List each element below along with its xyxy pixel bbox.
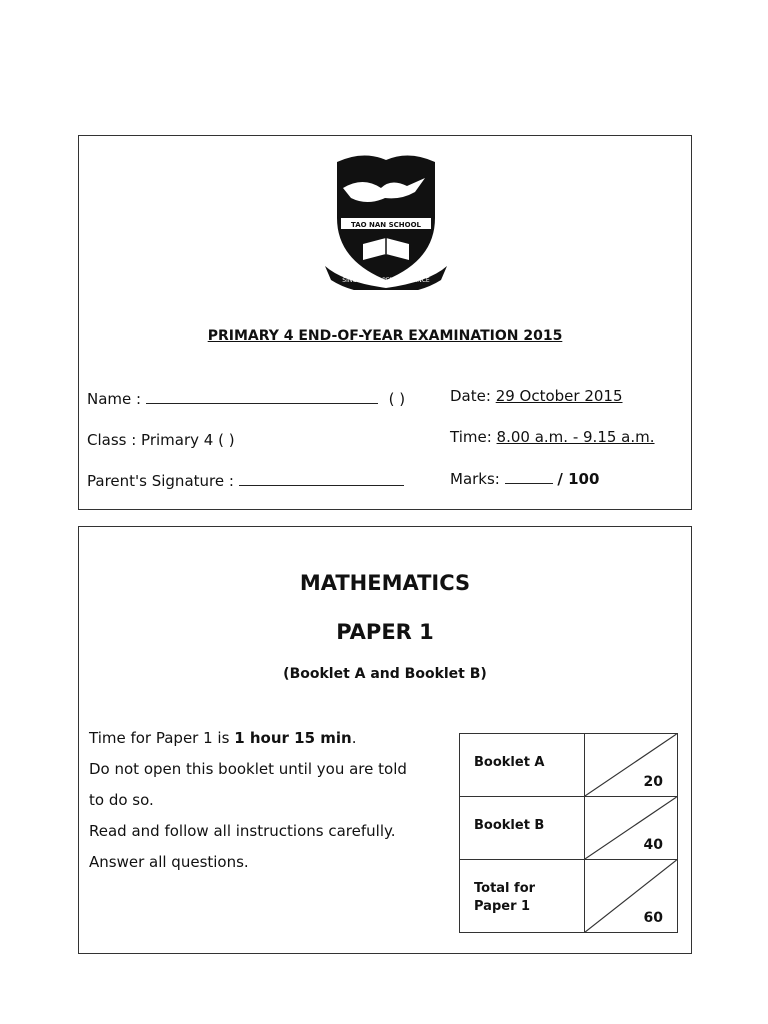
table-row xyxy=(460,734,678,797)
name-blank[interactable] xyxy=(146,402,378,404)
exam-title: PRIMARY 4 END-OF-YEAR EXAMINATION 2015 xyxy=(207,328,563,344)
crest-school-name: TAO NAN SCHOOL xyxy=(350,221,422,229)
total-label-cell xyxy=(460,859,585,932)
instruction-line-5: Answer all questions. xyxy=(89,853,249,871)
cover-box xyxy=(78,526,692,954)
index-parens: ( ) xyxy=(388,390,406,408)
total-score-cell[interactable] xyxy=(585,859,678,932)
instruction-time xyxy=(89,729,356,747)
time-value: 8.00 a.m. - 9.15 a.m. xyxy=(496,428,655,446)
total-max-marks: 60 xyxy=(643,910,663,926)
total-label: Total for Paper 1 xyxy=(474,880,536,914)
name-label: Name : xyxy=(87,390,142,408)
booklet-b-label: Booklet B xyxy=(474,817,545,833)
diagonal-divider xyxy=(585,734,677,796)
instruction-line-3: to do so. xyxy=(89,791,154,809)
instruction-line-4: Read and follow all instructions carefully. xyxy=(89,822,396,840)
marks-field xyxy=(450,470,599,488)
header-box xyxy=(78,135,692,510)
crest-motto: SINCERITY & PERSEVERANCE xyxy=(342,277,430,284)
booklet-b-score-cell[interactable] xyxy=(585,796,678,859)
booklet-a-score-cell[interactable] xyxy=(585,734,678,797)
class-field xyxy=(87,431,235,449)
marks-label: Marks: xyxy=(450,470,500,488)
date-field xyxy=(450,387,623,405)
subject-title: MATHEMATICS xyxy=(299,571,471,595)
time-field xyxy=(450,428,655,446)
diagonal-divider xyxy=(585,860,677,932)
marks-total: / 100 xyxy=(557,470,600,488)
school-crest-logo xyxy=(323,148,449,290)
class-label: Class : Primary 4 ( ) xyxy=(87,431,235,449)
instruction-time-duration: 1 hour 15 min xyxy=(234,729,352,747)
booklet-a-label: Booklet A xyxy=(474,755,545,770)
booklet-a-max-marks: 20 xyxy=(643,773,663,790)
diagonal-divider xyxy=(585,797,677,859)
table-row xyxy=(460,859,678,932)
signature-field xyxy=(87,472,404,490)
time-label: Time: xyxy=(450,428,492,446)
table-row xyxy=(460,796,678,859)
booklet-b-max-marks: 40 xyxy=(643,836,663,853)
booklet-b-label-cell xyxy=(460,796,585,859)
marks-table xyxy=(459,733,678,933)
date-value: 29 October 2015 xyxy=(495,387,623,405)
paper-title: PAPER 1 xyxy=(336,620,434,644)
date-label: Date: xyxy=(450,387,491,405)
instruction-time-prefix: Time for Paper 1 is xyxy=(89,729,235,747)
booklets-subtitle: (Booklet A and Booklet B) xyxy=(283,666,487,682)
name-field xyxy=(87,390,405,408)
signature-label: Parent's Signature : xyxy=(87,472,234,490)
instruction-time-suffix: . xyxy=(351,729,357,747)
signature-blank[interactable] xyxy=(239,484,404,486)
marks-blank[interactable] xyxy=(505,482,553,484)
instruction-line-2: Do not open this booklet until you are told xyxy=(89,760,407,778)
booklet-a-label-cell xyxy=(460,734,585,797)
